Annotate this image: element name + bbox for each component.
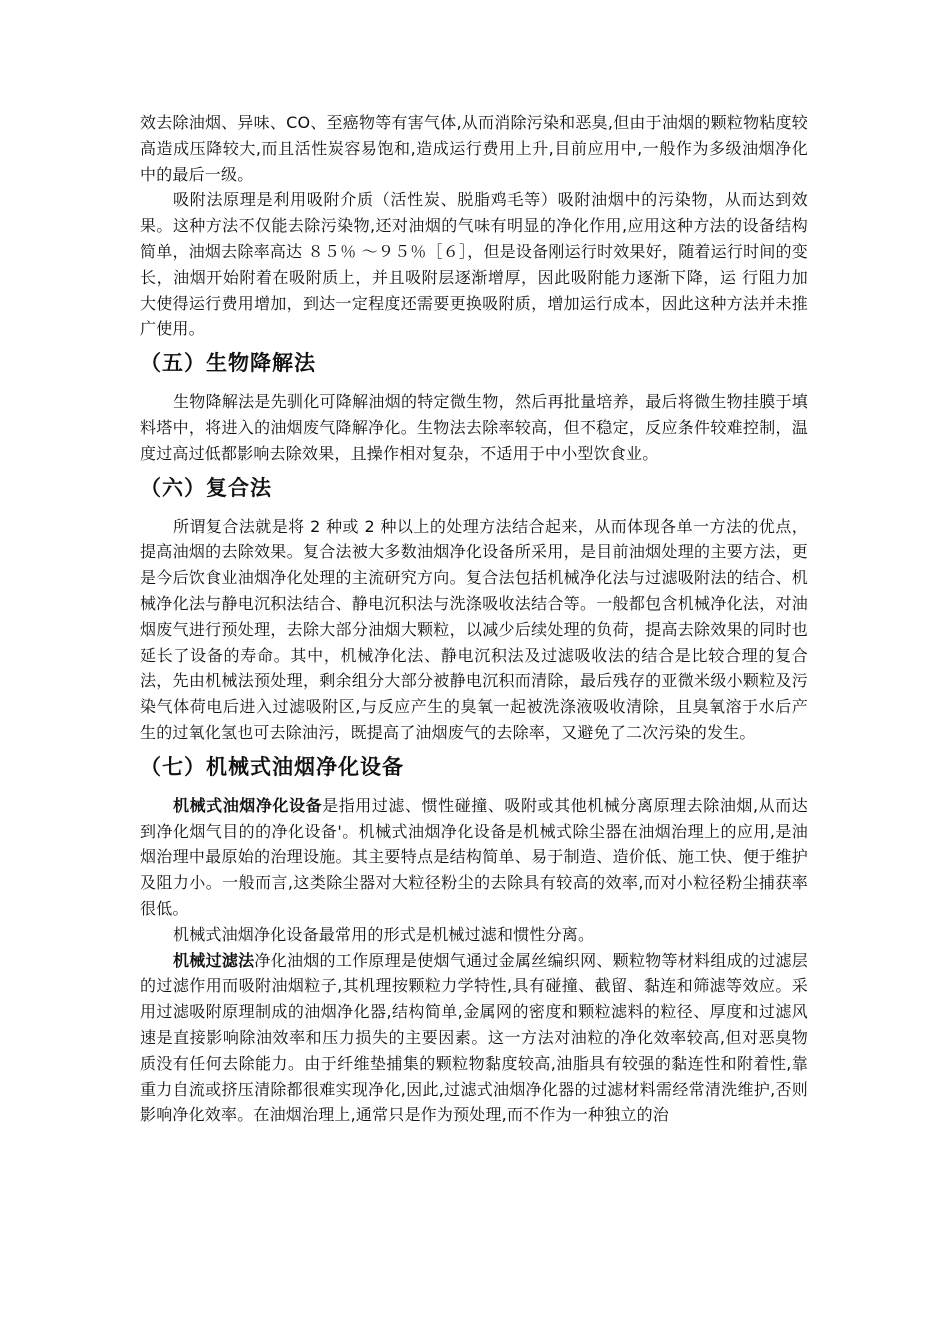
paragraph-mechanical-text: 是指用过滤、惯性碰撞、吸附或其他机械分离原理去除油烟,从而达到净化烟气目的的净化设备'。机械式油烟净化设备是机械式除尘器在油烟治理上的应用,是油烟治理中最原始的治理设施。其主要特点是结构简单、易于制造、造价低、施工快、便于维护及阻力小。一般而言,这类除尘器对大粒径粉尘的去除具有较高的效率,而对小粒径粉尘捕获率很低。: [140, 795, 808, 918]
heading-mechanical: （七）机械式油烟净化设备: [140, 754, 404, 779]
term-mechanical-filtration: 机械过滤法: [173, 950, 255, 970]
paragraph-biodegradation: 生物降解法是先驯化可降解油烟的特定微生物，然后再批量培养，最后将微生物挂膜于填料塔中，将进入的油烟废气降解净化。生物法去除率较高，但不稳定，反应条件较难控制，温度过高过低都影响去除效果，且操作相对复杂，不适用于中小型饮食业。: [140, 392, 808, 463]
document-body: [140, 110, 808, 1128]
paragraph-filtration-text: 净化油烟的工作原理是使烟气通过金属丝编织网、颗粒物等材料组成的过滤层的过滤作用而吸附油烟粒子,其机理按颗粒力学特性,具有碰撞、截留、黏连和筛滤等效应。采用过滤吸附原理制成的油烟净化器,结构简单,金属网的密度和颗粒滤料的粒径、厚度和过滤风速是直接影响除油效率和压力损失的主要因素。这一方法对油粒的净化效率较高,但对恶臭物质没有任何去除能力。由于纤维垫捕集的颗粒物黏度较高,油脂具有较强的黏连性和附着性,靠重力自流或挤压清除都很难实现净化,因此,过滤式油烟净化器的过滤材料需经常清洗维护,否则影响净化效率。在油烟治理上,通常只是作为预处理,而不作为一种独立的治: [140, 950, 808, 1125]
term-mechanical-device: 机械式油烟净化设备: [173, 795, 323, 815]
paragraph-mechanical-definition: [140, 793, 808, 922]
paragraph-filtration: [140, 948, 808, 1129]
paragraph-mechanical-forms: 机械式油烟净化设备最常用的形式是机械过滤和惯性分离。: [173, 924, 595, 944]
paragraph-adsorption: 吸附法原理是利用吸附介质（活性炭、脱脂鸡毛等）吸附油烟中的污染物，从而达到效果。这种方法不仅能去除污染物,还对油烟的气味有明显的净化作用,应用这种方法的设备结构简单，油烟去除率高达 ８５％ ～９５％［６］，但是设备刚运行时效果好，随着运行时间的变长，油烟开始附着在吸附质上，并且吸附层逐渐增厚，因此吸附能力逐渐下降，运 行阻力加大使得运行费用增加，到达一定程度还需要更换吸附质，增加运行成本，因此这种方法并未推广使用。: [140, 190, 808, 339]
paragraph-activated-carbon: 效去除油烟、异味、CO、至癌物等有害气体,从而消除污染和恶臭,但由于油烟的颗粒物粘度较高造成压降较大,而且活性炭容易饱和,造成运行费用上升,目前应用中,一般作为多级油烟净化中的最后一级。: [140, 113, 808, 184]
heading-biodegradation: （五）生物降解法: [140, 351, 316, 376]
heading-composite: （六）复合法: [140, 475, 272, 500]
paragraph-composite: 所谓复合法就是将 2 种或 2 种以上的处理方法结合起来，从而体现各单一方法的优点，提高油烟的去除效果。复合法被大多数油烟净化设备所采用，是目前油烟处理的主要方法，更是今后饮食业油烟净化处理的主流研究方向。复合法包括机械净化法与过滤吸附法的结合、机械净化法与静电沉积法结合、静电沉积法与洗涤吸收法结合等。一般都包含机械净化法，对油烟废气进行预处理，去除大部分油烟大颗粒，以减少后续处理的负荷，提高去除效果的同时也延长了设备的寿命。其中，机械净化法、静电沉积法及过滤吸收法的结合是比较合理的复合法，先由机械法预处理，剩余组分大部分被静电沉积而清除，最后残存的亚微米级小颗粒及污染气体荷电后进入过滤吸附区,与反应产生的臭氧一起被洗涤液吸收清除，且臭氧溶于水后产生的过氧化氢也可去除油污，既提高了油烟废气的去除率，又避免了二次污染的发生。: [140, 516, 808, 742]
